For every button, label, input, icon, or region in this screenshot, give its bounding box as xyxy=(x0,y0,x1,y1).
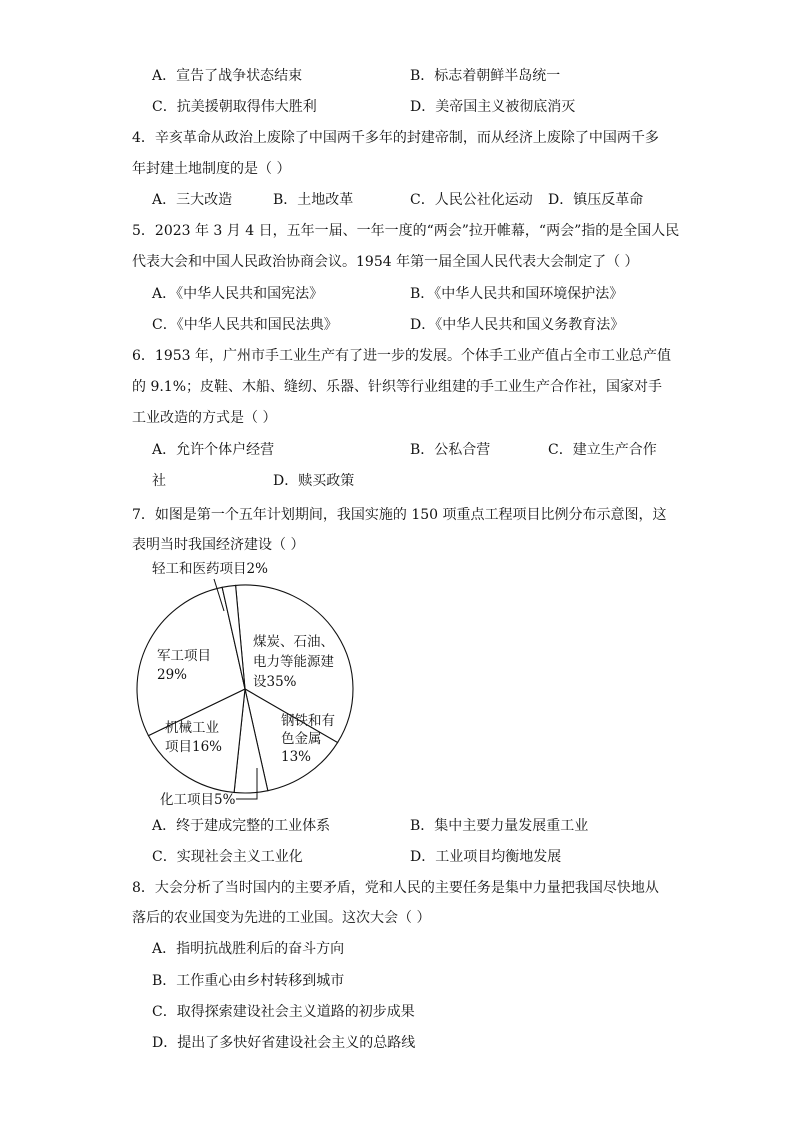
q5-option-b: B．《中华人民共和国环境保护法》 xyxy=(410,286,624,302)
q6-stem-line1: 6．1953 年，广州市手工业生产有了进一步的发展。个体手工业产值占全市工业总产值 xyxy=(132,348,671,364)
q6-option-d: D．赎买政策 xyxy=(273,473,355,489)
q7-stem-line1: 7．如图是第一个五年计划期间，我国实施的 150 项重点工程项目比例分布示意图，这 xyxy=(132,507,667,523)
q8-option-c: C．取得探索建设社会主义道路的初步成果 xyxy=(152,1004,415,1020)
pie-label-military: 29% xyxy=(157,667,188,683)
q6-option-c: C．建立生产合作 xyxy=(548,442,657,458)
q4-option-b: B．土地改革 xyxy=(273,192,354,208)
q6-stem-line3: 工业改造的方式是（ ） xyxy=(132,410,277,426)
q7-option-d: D．工业项目均衡地发展 xyxy=(410,849,562,865)
q5-option-a: A．《中华人民共和国宪法》 xyxy=(152,286,324,302)
q7-option-c: C．实现社会主义工业化 xyxy=(152,849,303,865)
pie-label-military: 军工项目 xyxy=(157,648,211,664)
pie-label-machine: 项目16% xyxy=(165,739,223,755)
q3-option-d: D．美帝国主义被彻底消灭 xyxy=(410,99,576,115)
q4-option-d: D．镇压反革命 xyxy=(548,192,644,208)
q4-option-a: A．三大改造 xyxy=(152,192,233,208)
q5-option-c: C．《中华人民共和国民法典》 xyxy=(152,317,338,333)
pie-label-steel: 钢铁和有 xyxy=(281,713,335,729)
pie-label-light: 轻工和医药项目2% xyxy=(152,561,268,577)
q5-option-d: D．《中华人民共和国义务教育法》 xyxy=(410,317,625,333)
q4-stem-line2: 年封建土地制度的是（ ） xyxy=(132,161,291,177)
q5-stem-line1: 5．2023 年 3 月 4 日，五年一届、一年一度的“两会”拉开帷幕，“两会”指的是全国人民 xyxy=(132,223,680,239)
q8-stem-line2: 落后的农业国变为先进的工业国。这次大会（ ） xyxy=(132,910,431,926)
q7-option-b: B．集中主要力量发展重工业 xyxy=(410,818,589,834)
pie-label-energy: 电力等能源建 xyxy=(253,654,334,670)
q8-stem-line1: 8．大会分析了当时国内的主要矛盾，党和人民的主要任务是集中力量把我国尽快地从 xyxy=(132,880,659,896)
q4-option-c: C．人民公社化运动 xyxy=(410,192,533,208)
pie-label-energy: 设35% xyxy=(253,674,297,690)
q6-option-c-wrap: 社 xyxy=(152,473,166,489)
q6-stem-line2: 的 9.1%；皮鞋、木船、缝纫、乐器、针织等行业组建的手工业生产合作社，国家对手 xyxy=(132,379,663,395)
pie-label-energy: 煤炭、石油、 xyxy=(253,634,334,650)
q3-option-a: A．宣告了战争状态结束 xyxy=(152,68,303,84)
pie-label-chem: 化工项目5% xyxy=(160,792,236,808)
pie-chart xyxy=(0,555,794,810)
q7-stem-line2: 表明当时我国经济建设（ ） xyxy=(132,537,305,553)
pie-label-steel: 色金属 xyxy=(281,731,322,747)
q8-option-a: A．指明抗战胜利后的奋斗方向 xyxy=(152,941,345,957)
q8-option-d: D．提出了多快好省建设社会主义的总路线 xyxy=(152,1035,416,1051)
q8-option-b: B．工作重心由乡村转移到城市 xyxy=(152,973,345,989)
q5-stem-line2: 代表大会和中国人民政治协商会议。1954 年第一届全国人民代表大会制定了（ ） xyxy=(132,254,639,270)
q3-option-b: B．标志着朝鲜半岛统一 xyxy=(410,68,561,84)
q7-option-a: A．终于建成完整的工业体系 xyxy=(152,818,331,834)
q6-option-a: A．允许个体户经营 xyxy=(152,442,275,458)
pie-label-machine: 机械工业 xyxy=(165,720,219,736)
pie-label-steel: 13% xyxy=(281,749,312,765)
q4-stem-line1: 4．辛亥革命从政治上废除了中国两千多年的封建帝制，而从经济上废除了中国两千多 xyxy=(132,130,659,146)
q6-option-b: B．公私合营 xyxy=(410,442,491,458)
q3-option-c: C．抗美援朝取得伟大胜利 xyxy=(152,99,317,115)
